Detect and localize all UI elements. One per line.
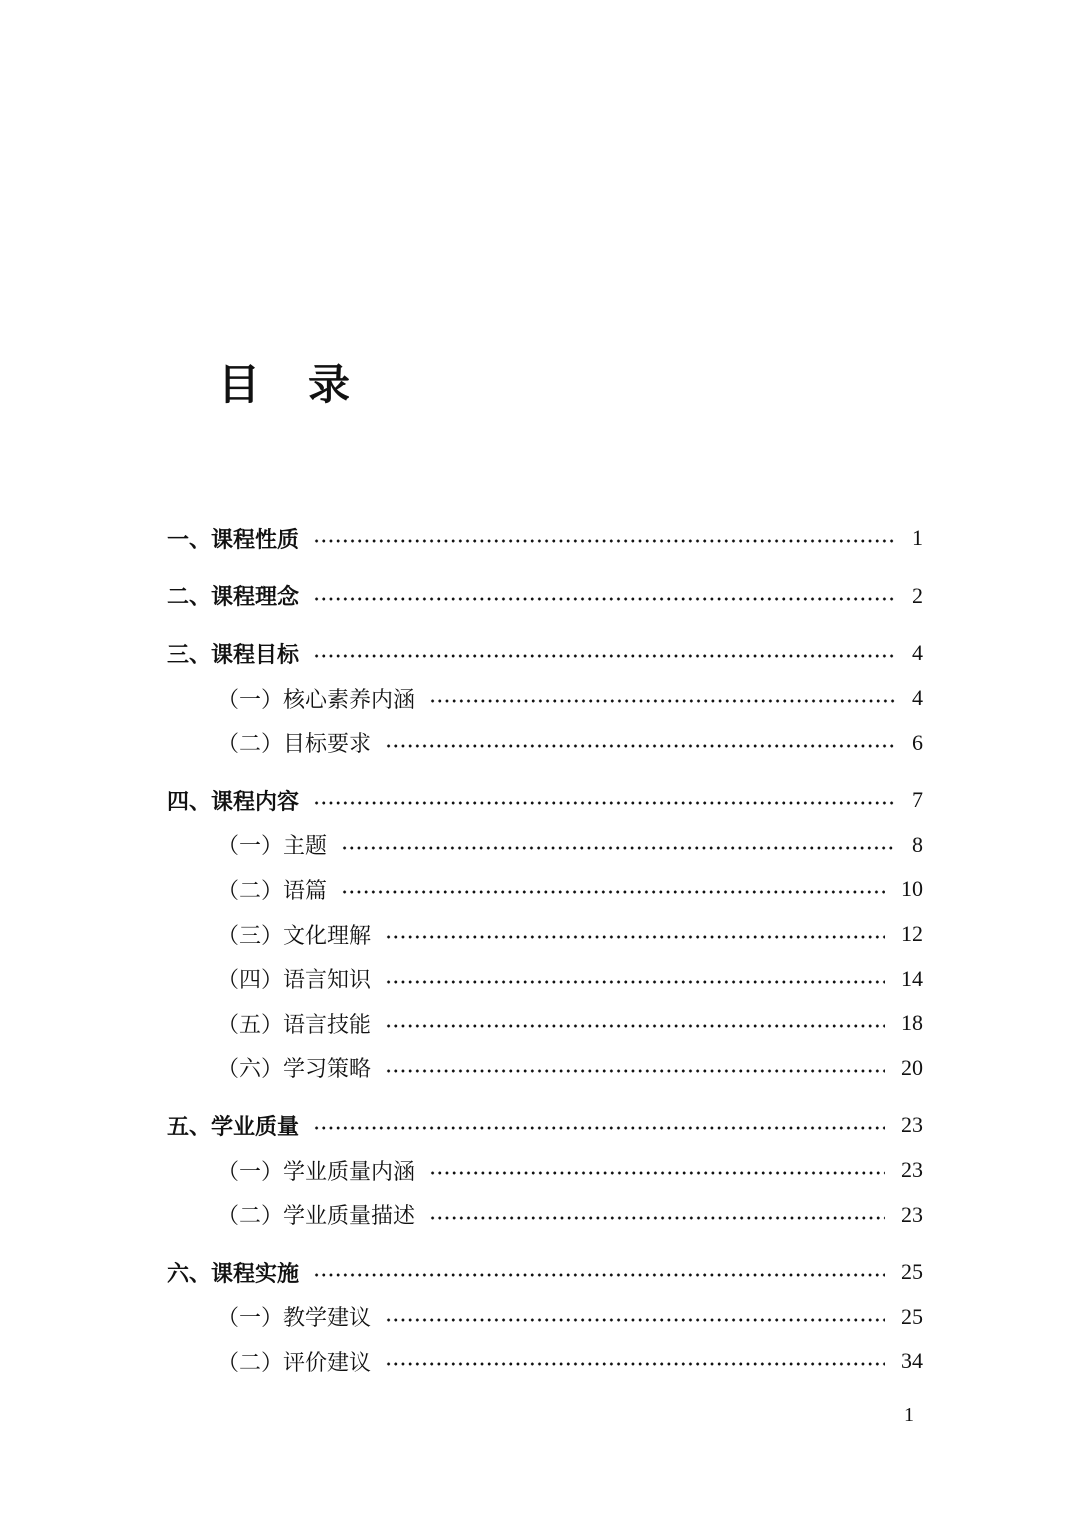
toc-entry-label: （三）文化理解 bbox=[217, 923, 372, 949]
toc-entry-label: 二、课程理念 bbox=[167, 584, 300, 611]
toc-entry[interactable] bbox=[167, 631, 923, 676]
dot-leader bbox=[313, 1273, 885, 1277]
toc-entry-label: 四、课程内容 bbox=[167, 788, 300, 815]
dot-leader bbox=[341, 846, 896, 850]
toc-entry-page: 34 bbox=[901, 1348, 923, 1374]
toc-entry-page: 12 bbox=[901, 921, 923, 947]
toc-entry-label: （二）语篇 bbox=[217, 878, 328, 904]
toc-entry[interactable] bbox=[167, 912, 923, 957]
toc-entry[interactable] bbox=[167, 823, 923, 868]
toc-entry-page: 25 bbox=[901, 1303, 923, 1329]
toc-entry-page: 14 bbox=[901, 965, 923, 991]
toc-entry-label: （一）主题 bbox=[217, 834, 328, 860]
dot-leader bbox=[429, 1171, 885, 1175]
toc-entry[interactable] bbox=[167, 720, 923, 765]
toc-entry-page: 4 bbox=[912, 640, 923, 666]
toc-entry-page: 2 bbox=[912, 582, 923, 608]
toc-entry[interactable] bbox=[167, 676, 923, 721]
toc-entry-label: （一）教学建议 bbox=[217, 1306, 372, 1332]
toc-entry-page: 10 bbox=[901, 876, 923, 902]
toc-entry-label: （二）学业质量描述 bbox=[217, 1204, 416, 1230]
toc-entry-page: 4 bbox=[912, 685, 923, 711]
dot-leader bbox=[385, 935, 885, 939]
dot-leader bbox=[385, 1318, 885, 1322]
dot-leader bbox=[385, 744, 896, 748]
dot-leader bbox=[385, 980, 885, 984]
toc-entry-page: 20 bbox=[901, 1054, 923, 1080]
toc-entry-page: 6 bbox=[912, 729, 923, 755]
toc-entry[interactable] bbox=[167, 1295, 923, 1340]
dot-leader bbox=[313, 654, 896, 658]
toc-entry-page: 7 bbox=[912, 787, 923, 813]
toc-entry-page: 25 bbox=[901, 1259, 923, 1285]
dot-leader bbox=[313, 539, 896, 543]
toc-entry[interactable] bbox=[167, 574, 923, 619]
dot-leader bbox=[429, 1216, 885, 1220]
toc-entry-label: 一、课程性质 bbox=[167, 526, 300, 553]
toc-entry[interactable] bbox=[167, 516, 923, 561]
toc-entry-label: （二）评价建议 bbox=[217, 1350, 372, 1376]
toc-entry[interactable] bbox=[167, 1339, 923, 1384]
toc-entry[interactable] bbox=[167, 1103, 923, 1148]
toc-entry-page: 23 bbox=[901, 1201, 923, 1227]
dot-leader bbox=[313, 801, 896, 805]
toc-entry[interactable] bbox=[167, 867, 923, 912]
toc-entry[interactable] bbox=[167, 778, 923, 823]
dot-leader bbox=[385, 1069, 885, 1073]
toc-entry[interactable] bbox=[167, 1148, 923, 1193]
toc-entry-page: 8 bbox=[912, 831, 923, 857]
toc-entry-label: （六）学习策略 bbox=[217, 1057, 372, 1083]
toc-entry-page: 23 bbox=[901, 1157, 923, 1183]
dot-leader bbox=[385, 1024, 885, 1028]
toc-entry[interactable] bbox=[167, 1250, 923, 1295]
toc-entry[interactable] bbox=[167, 1192, 923, 1237]
dot-leader bbox=[341, 890, 885, 894]
toc-entry[interactable] bbox=[167, 1001, 923, 1046]
toc-entry-label: 五、学业质量 bbox=[167, 1113, 300, 1140]
toc-entry-label: （二）目标要求 bbox=[217, 732, 372, 758]
toc-entry-label: （四）语言知识 bbox=[217, 968, 372, 994]
table-of-contents bbox=[167, 516, 923, 1384]
dot-leader bbox=[313, 597, 896, 601]
toc-entry-page: 1 bbox=[912, 525, 923, 551]
toc-entry-label: 六、课程实施 bbox=[167, 1260, 300, 1287]
toc-entry-page: 18 bbox=[901, 1010, 923, 1036]
toc-entry-label: （五）语言技能 bbox=[217, 1012, 372, 1038]
page-number: 1 bbox=[904, 1404, 914, 1426]
dot-leader bbox=[313, 1126, 885, 1130]
dot-leader bbox=[429, 699, 896, 703]
page-title: 目录 bbox=[218, 360, 399, 409]
toc-entry-label: （一）核心素养内涵 bbox=[217, 687, 416, 713]
toc-entry[interactable] bbox=[167, 956, 923, 1001]
toc-entry-label: （一）学业质量内涵 bbox=[217, 1159, 416, 1185]
toc-entry[interactable] bbox=[167, 1046, 923, 1091]
toc-entry-label: 三、课程目标 bbox=[167, 641, 300, 668]
toc-entry-page: 23 bbox=[901, 1112, 923, 1138]
dot-leader bbox=[385, 1362, 885, 1366]
